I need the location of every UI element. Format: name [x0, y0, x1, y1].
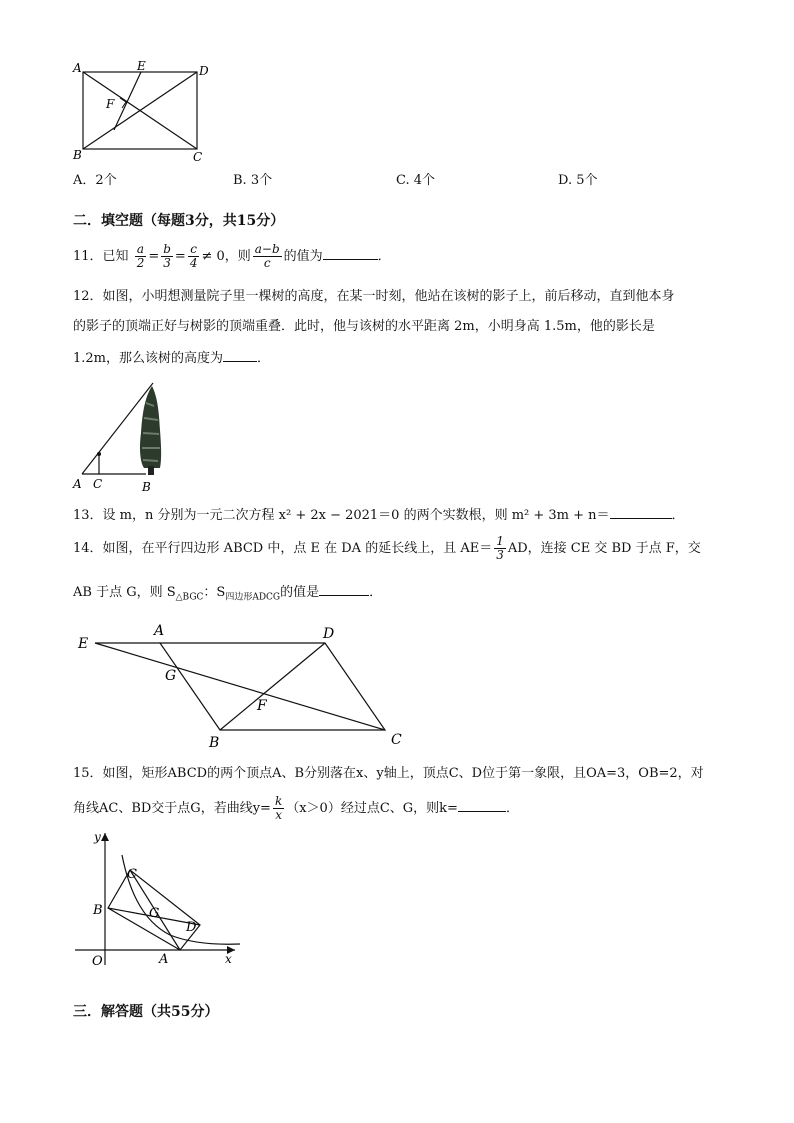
label-C: C — [127, 867, 137, 882]
answer-blank-12[interactable] — [223, 348, 257, 362]
option-a: A．2个 — [73, 173, 117, 188]
label-x: x — [225, 952, 232, 966]
fraction-amb-c: $\frac{a-b}{c}$ — [254, 242, 280, 270]
q11-suffix: 的值为 — [283, 249, 323, 264]
rectangle-figure — [70, 58, 220, 168]
option-d: D. 5个 — [558, 173, 598, 188]
answer-blank-13[interactable] — [610, 505, 672, 519]
label-C: C — [391, 732, 402, 748]
question-14-line-2: AB 于点 G，则 $S_{\triangle BGC}$：$S_{四边形ADCG}$的值是 ． — [73, 582, 382, 607]
label-G: G — [149, 906, 160, 921]
label-A: A — [159, 952, 169, 967]
q11-neq: ≠ 0，则 — [201, 249, 251, 264]
option-c: C. 4个 — [396, 173, 436, 188]
label-D: D — [323, 626, 335, 642]
question-12-line-3: 1.2m，那么该树的高度为 ． — [73, 348, 270, 368]
label-y: y — [94, 830, 101, 844]
question-11: 11．已知 $\frac{a}{2}$ = $\frac{b}{3}$ = $\frac{c}{4}$ ≠ 0，则 $\frac{a-b}{c}$ 的值为 ． — [73, 242, 391, 270]
label-B: B — [73, 148, 82, 162]
parallelogram-figure — [70, 618, 415, 753]
coordinate-figure — [70, 825, 250, 975]
label-A: A — [73, 477, 82, 491]
label-F: F — [257, 698, 267, 714]
label-A: A — [73, 61, 82, 75]
question-15-line-1: 15．如图，矩形ABCD的两个顶点A、B分别落在x、y轴上，顶点C、D位于第一象限，且OA=3，OB=2，对 — [73, 766, 704, 781]
label-E: E — [78, 636, 89, 652]
question-14-line-1: 14．如图，在平行四边形 ABCD 中，点 E 在 DA 的延长线上，且 AE＝ $\frac{1}{3}$ AD，连接 CE 交 BD 于点 F，交 — [73, 534, 701, 562]
fraction-k-x: $\frac{k}{x}$ — [274, 794, 283, 822]
label-D: D — [186, 920, 197, 935]
fraction-b-3: $\frac{b}{3}$ — [163, 242, 171, 270]
answer-blank-11[interactable] — [323, 246, 378, 260]
answer-blank-15[interactable] — [458, 798, 506, 812]
label-A: A — [154, 623, 165, 639]
question-15-line-2: 角线AC、BD交于点G，若曲线y= $\frac{k}{x}$ （x＞0）经过点C、G，则k= ． — [73, 794, 519, 822]
label-F: F — [106, 97, 115, 111]
answer-blank-14[interactable] — [319, 582, 369, 596]
label-O: O — [92, 954, 103, 969]
label-E: E — [137, 59, 146, 73]
q11-prefix: 11．已知 — [73, 249, 129, 264]
tree-figure — [68, 378, 178, 496]
question-12-line-2: 的影子的顶端正好与树影的顶端重叠．此时，他与该树的水平距离 2m，小明身高 1.5m，他的影长是 — [73, 319, 655, 334]
label-G: G — [165, 668, 177, 684]
label-C: C — [193, 150, 203, 164]
label-B: B — [142, 480, 151, 494]
label-C: C — [93, 477, 103, 491]
fraction-a-2: $\frac{a}{2}$ — [136, 242, 145, 270]
question-12-line-1: 12．如图，小明想测量院子里一棵树的高度，在某一时刻，他站在该树的影子上，前后移动，直到他本身 — [73, 289, 675, 304]
section-2-heading: 二．填空题（每题3分，共15分） — [73, 213, 285, 229]
option-b: B. 3个 — [233, 173, 273, 188]
fraction-c-4: $\frac{c}{4}$ — [189, 242, 198, 270]
fraction-1-3: $\frac{1}{3}$ — [496, 534, 504, 562]
label-D: D — [199, 64, 209, 78]
label-B: B — [209, 735, 220, 751]
label-B: B — [93, 903, 103, 918]
section-3-heading: 三．解答题（共55分） — [73, 1004, 219, 1020]
question-13: 13．设 m，n 分别为一元二次方程 x² + 2x − 2021＝0 的两个实数根，则 m² + 3m + n＝ ． — [73, 505, 685, 525]
